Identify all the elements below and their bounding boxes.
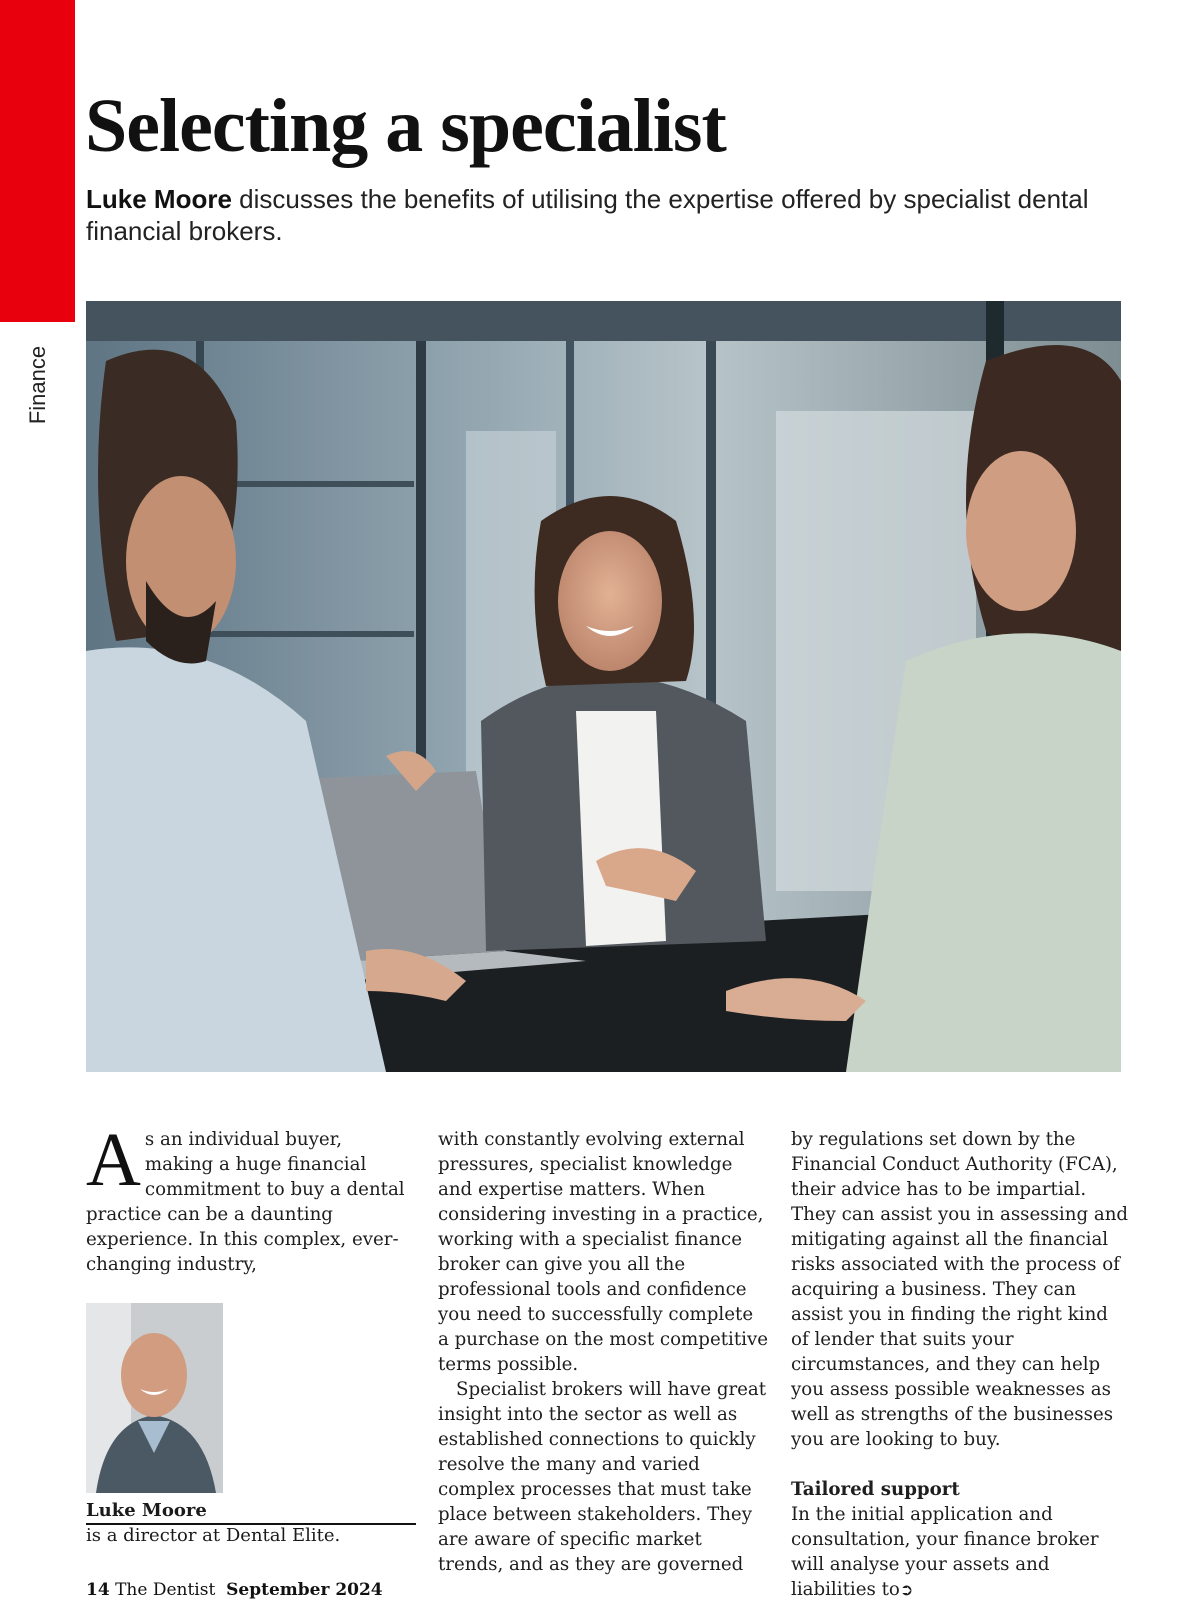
standfirst xyxy=(86,183,1126,247)
section-label xyxy=(8,330,68,440)
continue-arrow-icon: ➲ xyxy=(899,1580,914,1599)
standfirst-text: discusses the benefits of utilising the expertise offered by specialist dental financial brokers. xyxy=(86,184,1089,246)
folio-page-number: 14 xyxy=(86,1580,110,1600)
body-col3-paragraph-2 xyxy=(791,1502,1131,1602)
body-col3-paragraph-2-text: In the initial application and consultation, your finance broker will analyse your assets and liabilities to xyxy=(791,1504,1099,1600)
body-column-2 xyxy=(438,1127,768,1577)
body-col2-paragraph-2: Specialist brokers will have great insight into the sector as well as established connections to quickly resolve the many and varied complex processes that must take place between stakeholders. They are aware of specific market trends, and as they are governed xyxy=(438,1379,767,1575)
section-accent-bar xyxy=(0,0,75,322)
meeting-photo-illustration xyxy=(86,301,1121,1072)
author-photo xyxy=(86,1303,223,1493)
section-label-text: Finance xyxy=(25,345,50,425)
folio xyxy=(86,1580,383,1600)
author-role: is a director at Dental Elite. xyxy=(86,1525,341,1546)
hero-photo xyxy=(86,301,1121,1072)
author-portrait-illustration xyxy=(86,1303,223,1493)
body-col3-paragraph-1: by regulations set down by the Financial Conduct Authority (FCA), their advice has to be impartial. They can assist you in assessing and mitigating against all the financial risks associated with the process of acquiring a business. They can assist you in finding the right kind of lender that suits your circumstances, and they can help you assess possible weaknesses as well as strengths of the businesses you are looking to buy. xyxy=(791,1129,1129,1450)
body-col1-text: s an individual buyer, making a huge financial commitment to buy a dental practice can be a daunting experience. In this complex, ever-changing industry, xyxy=(86,1129,405,1275)
body-column-3 xyxy=(791,1127,1131,1602)
body-column-1 xyxy=(86,1118,406,1277)
folio-issue: September 2024 xyxy=(226,1580,383,1600)
dropcap: A xyxy=(86,1118,141,1202)
standfirst-author: Luke Moore xyxy=(86,184,232,214)
author-name: Luke Moore xyxy=(86,1500,416,1525)
body-col2-paragraph-1: with constantly evolving external pressures, specialist knowledge and expertise matters. When considering investing in a practice, working with a specialist finance broker can give you all the professional tools and confidence you need to successfully complete a purchase on the most competitive terms possible. xyxy=(438,1129,769,1375)
folio-publication: The Dentist xyxy=(115,1580,216,1600)
subhead-tailored-support: Tailored support xyxy=(791,1479,960,1500)
article-title: Selecting a specialist xyxy=(85,84,726,168)
